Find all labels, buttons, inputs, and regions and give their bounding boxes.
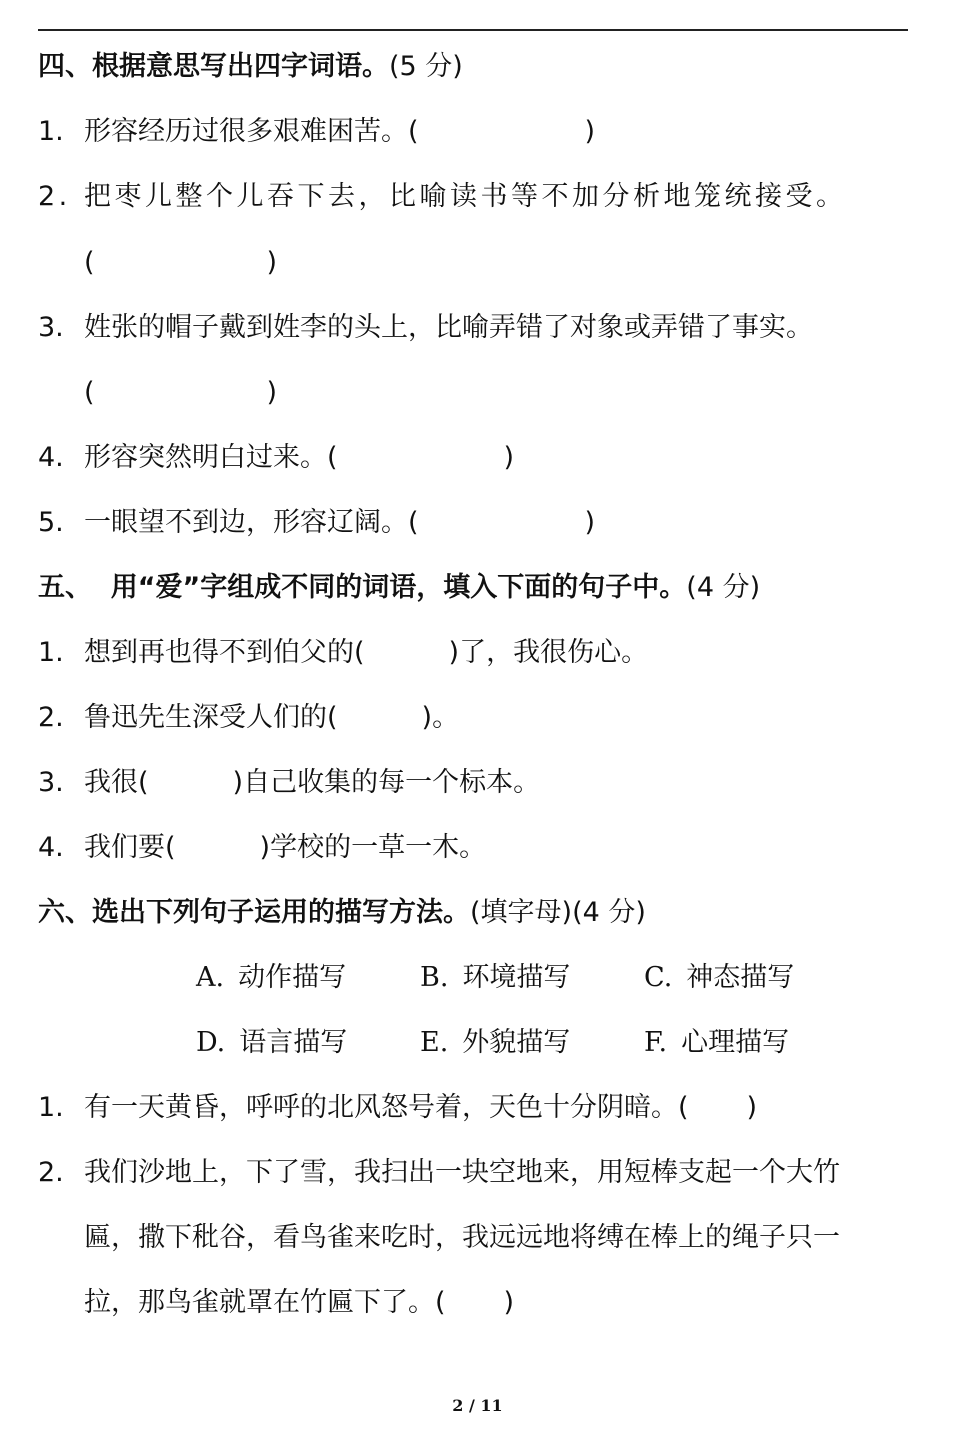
item-text-after: )学校的一草一木。 [259,832,487,863]
s4-item-3-answer [84,376,277,410]
item-number: 2. [38,702,64,733]
section-score: (5 分) [389,51,463,82]
item-number: 3. [38,312,64,343]
s5-item-3 [38,766,540,800]
s5-item-4 [38,831,486,865]
item-number: 4. [38,442,64,473]
paren-open: ( [84,247,95,278]
paren-close: ) [503,442,515,473]
s4-item-3 [38,311,813,345]
option-text: 外貌描写 [462,1027,571,1058]
s6-item-2-line-3 [84,1286,514,1320]
section-title-text: 六、选出下列句子运用的描写方法。 [38,897,470,928]
option-label: E. [420,1027,449,1058]
s6-item-2 [38,1156,840,1190]
s4-item-4 [38,441,514,475]
s5-item-1 [38,636,648,670]
item-text-before: 鲁迅先生深受人们的( [84,702,338,733]
paren-close: ) [503,1287,515,1318]
item-text: 我们沙地上，下了雪，我扫出一块空地来，用短棒支起一个大竹 [84,1157,840,1188]
item-text: 姓张的帽子戴到姓李的头上，比喻弄错了对象或弄错了事实。 [84,312,813,343]
item-text-after: )。 [421,702,460,733]
item-number: 1. [38,116,64,147]
section-6-title [38,896,646,930]
item-text-before: 我们要( [84,832,176,863]
option-b [420,961,570,995]
item-text-after: )自己收集的每一个标本。 [232,767,541,798]
paren-close: ) [584,116,596,147]
item-text: 把枣儿整个儿吞下去，比喻读书等不加分析地笼统接受。 [84,181,847,212]
option-label: F. [644,1027,668,1058]
option-label: A. [196,962,225,993]
paren-close: ) [266,247,278,278]
item-number: 1. [38,1092,64,1123]
option-label: C. [644,962,673,993]
option-text: 神态描写 [686,962,795,993]
item-number: 4. [38,832,64,863]
paren-close: ) [266,377,278,408]
item-text-before: 我很( [84,767,149,798]
section-score: (4 分) [686,572,761,603]
s4-item-5 [38,506,595,540]
option-c [644,961,794,995]
item-text-before: 想到再也得不到伯父的( [84,637,365,668]
s4-item-2-answer [84,246,277,280]
section-4-title [38,50,463,84]
section-5-title [38,571,760,605]
option-e [420,1026,570,1060]
item-text: 一眼望不到边，形容辽阔。( [84,507,419,538]
option-text: 环境描写 [462,962,571,993]
item-number: 2. [38,181,71,212]
page-number: 2 / 11 [452,1396,503,1415]
item-text: 拉，那鸟雀就罩在竹匾下了。( [84,1287,446,1318]
paren-close: ) [746,1092,758,1123]
section-title-text: 四、根据意思写出四字词语。 [38,51,389,82]
section-title-text: 五、 用“爱”字组成不同的词语，填入下面的句子中。 [38,572,687,603]
item-text: 形容经历过很多艰难困苦。( [84,116,419,147]
s6-item-1 [38,1091,757,1125]
s4-item-1 [38,115,595,149]
option-label: B. [420,962,449,993]
top-rule [38,29,908,31]
option-label: D. [196,1027,226,1058]
option-f [644,1026,789,1060]
item-text: 匾，撒下秕谷，看鸟雀来吃时，我远远地将缚在棒上的绳子只一 [84,1222,840,1253]
s6-item-2-line-2 [84,1221,840,1255]
s4-item-2 [38,180,847,214]
s5-item-2 [38,701,459,735]
paren-close: ) [584,507,596,538]
option-text: 语言描写 [239,1027,348,1058]
option-a [196,961,346,995]
option-text: 心理描写 [681,1027,790,1058]
item-number: 5. [38,507,64,538]
option-text: 动作描写 [238,962,347,993]
item-text-after: )了，我很伤心。 [448,637,649,668]
item-text: 形容突然明白过来。( [84,442,338,473]
paren-open: ( [84,377,95,408]
option-d [196,1026,347,1060]
item-number: 1. [38,637,64,668]
item-text: 有一天黄昏，呼呼的北风怒号着，天色十分阴暗。( [84,1092,689,1123]
section-score: (填字母)(4 分) [470,897,646,928]
item-number: 3. [38,767,64,798]
item-number: 2. [38,1157,64,1188]
